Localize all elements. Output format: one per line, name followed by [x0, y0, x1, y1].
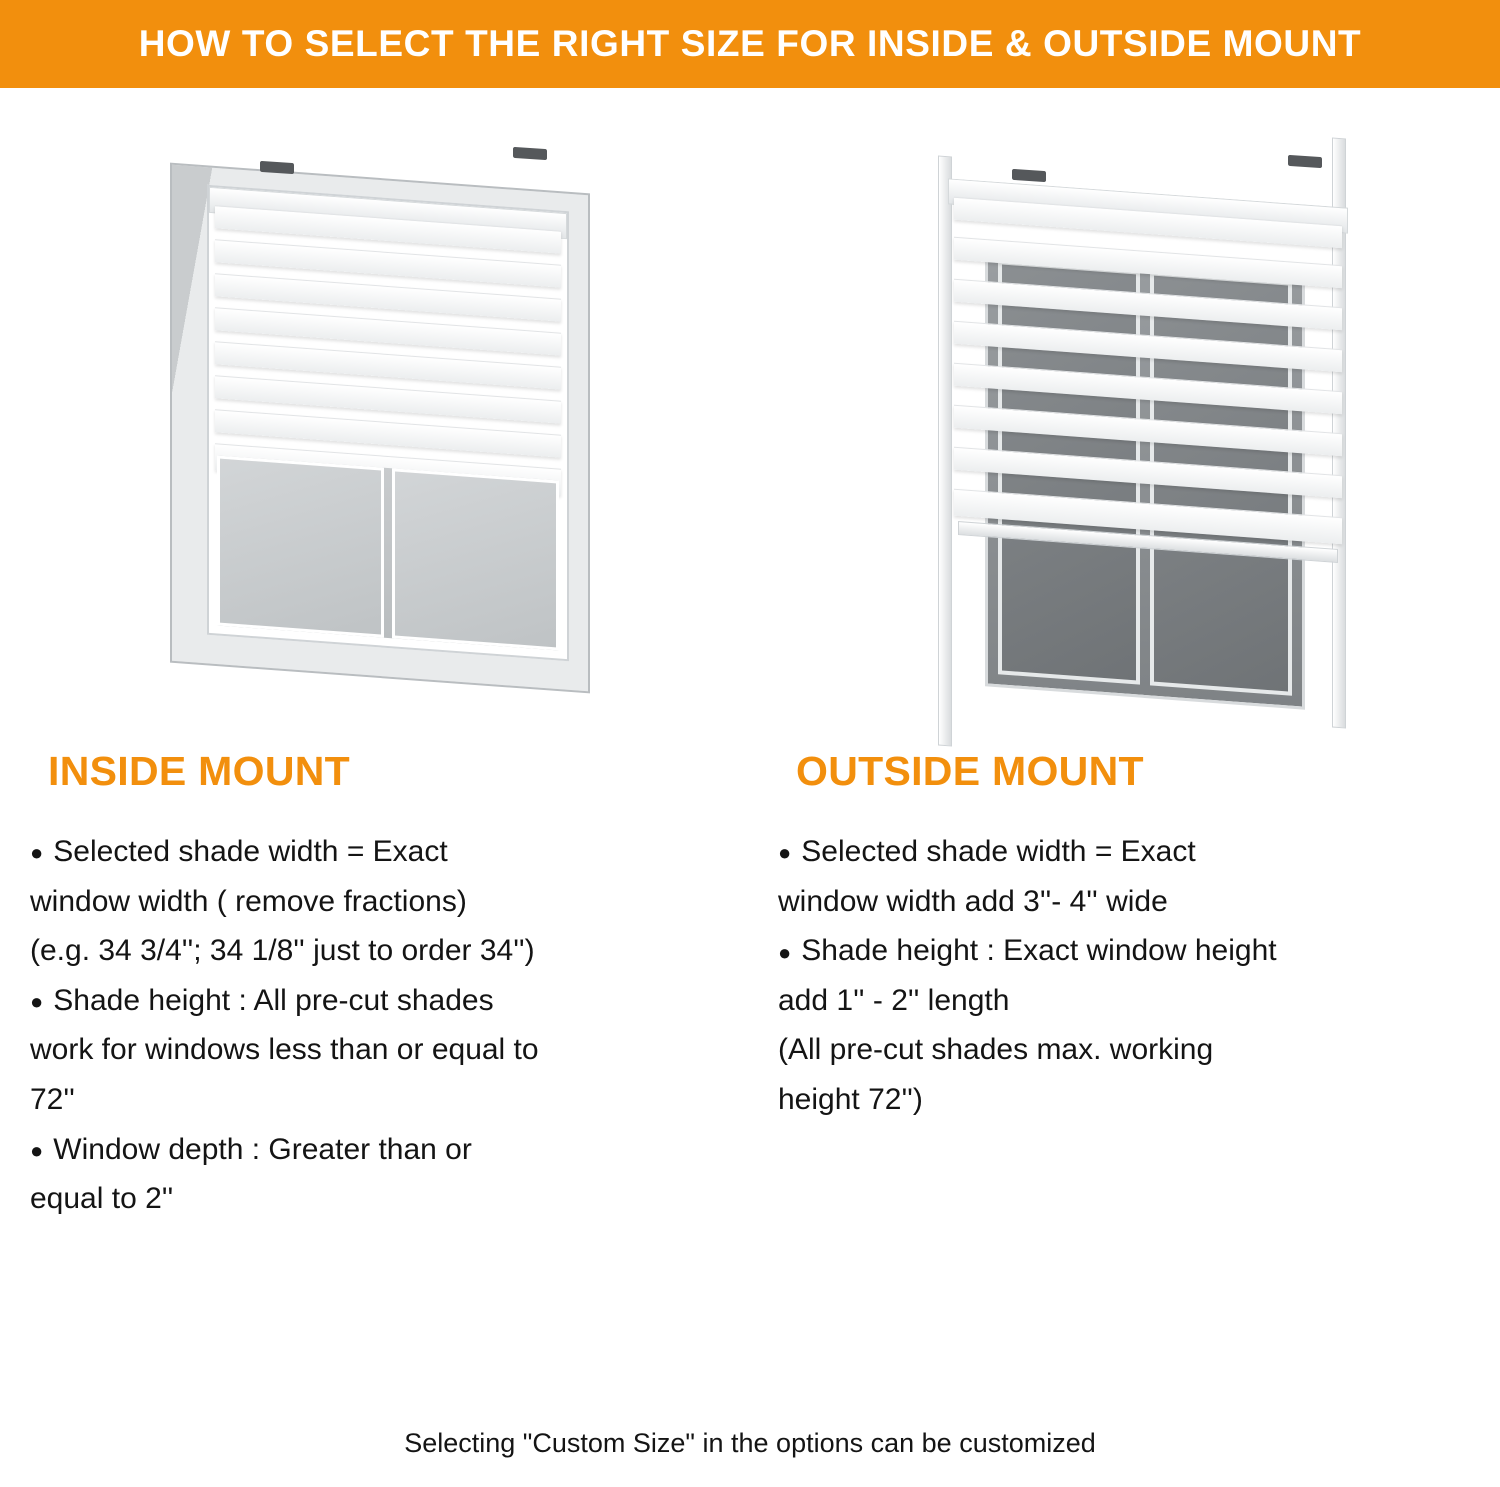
header-banner [0, 0, 1500, 88]
slat [954, 363, 1342, 414]
list-item [30, 1176, 730, 1222]
outside-mount-list [778, 829, 1480, 1123]
slat [954, 447, 1342, 498]
bullet-icon: ● [778, 939, 792, 965]
mounting-bracket [1012, 169, 1046, 182]
list-item-text: window width add 3''- 4'' wide [778, 884, 1168, 918]
inside-mount-shade-group [207, 185, 569, 662]
list-item-text: Shade height : Exact window height [801, 934, 1277, 968]
bullet-icon: ● [30, 1137, 44, 1163]
glass-pane [392, 468, 559, 650]
list-item-text: equal to 2'' [30, 1182, 174, 1216]
bullet-icon: ● [778, 840, 792, 866]
outside-mount-illustration [850, 138, 1470, 738]
list-item [30, 879, 730, 925]
page-title: HOW TO SELECT THE RIGHT SIZE FOR INSIDE & OUTSIDE MOUNT [138, 23, 1362, 64]
slat [954, 279, 1342, 330]
outside-mount-shade-group [948, 178, 1348, 617]
inside-mount-column [0, 748, 760, 1226]
list-item [778, 1077, 1480, 1123]
list-item [778, 928, 1480, 974]
inside-mount-heading: INSIDE MOUNT [48, 748, 350, 794]
list-item [778, 978, 1480, 1024]
bullet-icon: ● [30, 989, 44, 1015]
footnote: Selecting "Custom Size" in the options can be customized [404, 1428, 1096, 1458]
list-item [30, 1127, 730, 1173]
outside-mount-column [760, 748, 1500, 1226]
mounting-bracket [1288, 155, 1322, 168]
inside-mount-list [30, 829, 730, 1222]
list-item-text: (All pre-cut shades max. working [778, 1033, 1214, 1067]
slat [954, 237, 1342, 288]
list-item-text: (e.g. 34 3/4''; 34 1/8'' just to order 34'') [30, 934, 535, 968]
list-item [778, 829, 1480, 875]
glass-pane [217, 455, 384, 637]
list-item [30, 978, 730, 1024]
inside-mount-illustration [95, 138, 715, 738]
list-item [778, 1027, 1480, 1073]
illustration-row [0, 88, 1500, 748]
list-item-text: Selected shade width = Exact [53, 835, 448, 868]
outside-mount-heading: OUTSIDE MOUNT [796, 748, 1144, 794]
shade-slats [954, 193, 1342, 601]
list-item-text: height 72'') [778, 1082, 923, 1116]
instructions-columns [0, 748, 1500, 1226]
list-item-text: 72'' [30, 1082, 75, 1116]
list-item [30, 928, 730, 974]
slat [954, 405, 1342, 456]
window-glass [217, 455, 559, 650]
list-item [778, 879, 1480, 925]
slat [954, 321, 1342, 372]
list-item-text: Window depth : Greater than or [53, 1132, 472, 1166]
list-item [30, 829, 730, 875]
list-item [30, 1077, 730, 1123]
list-item-text: window width ( remove fractions) [30, 884, 467, 918]
bullet-icon: ● [30, 840, 44, 866]
list-item-text: Selected shade width = Exact [801, 835, 1196, 868]
mounting-bracket [513, 147, 547, 160]
list-item-text: add 1'' - 2'' length [778, 983, 1010, 1017]
list-item-text: Shade height : All pre-cut shades [53, 983, 494, 1017]
mounting-bracket [260, 161, 294, 174]
outside-mount-group [890, 148, 1390, 768]
list-item [30, 1027, 730, 1073]
list-item-text: work for windows less than or equal to [30, 1033, 539, 1067]
